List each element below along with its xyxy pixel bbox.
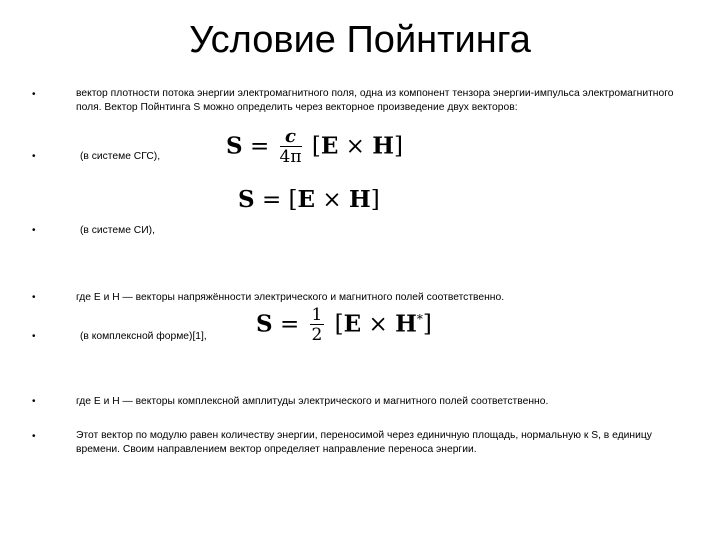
formula-si-lhs: S [238,186,255,213]
bullet-marker-6: • [32,396,36,407]
bullet-text-cgs: (в системе СГС), [80,151,161,162]
formula-complex-conjugate: * [416,311,423,326]
formula-complex-denominator: 2 [311,325,323,345]
formula-cgs-times: × [345,133,365,160]
formula-cgs-e: E [320,132,339,160]
formula-complex-eq: = [279,311,300,338]
formula-si-times: × [322,187,342,213]
formula-cgs-fraction [280,128,302,167]
formula-cgs-close-bracket: ] [394,133,403,160]
formula-complex-numerator: 1 [311,305,323,325]
formula-cgs-eq: = [249,133,270,160]
bullet-text-fields: где E и H — векторы напряжённости электрического и магнитного полей соответственно. [76,292,505,303]
bullet-marker-5: • [32,331,36,342]
bullet-text-complex-fields: где E и H — векторы комплексной амплитуды электрического и магнитного полей соответственно. [76,396,549,407]
formula-cgs-denominator: 4π [279,147,302,167]
formula-si-close-bracket: ] [370,187,380,213]
formula-complex-lhs: S [256,310,273,338]
bullet-text-definition: вектор плотности потока энергии электромагнитного поля, одна из компонент тензора энергии-импульса электромагнитного поля. Вектор Пойнтинга S можно определить через векторное произведение двух векторов: [76,88,674,113]
formula-si [238,186,380,213]
formula-complex-times: × [368,311,388,338]
slide-title: Условие Пойнтинга [189,19,531,61]
bullet-marker-7: • [32,431,36,442]
formula-cgs-h: H [372,132,394,160]
formula-complex-close-bracket: ] [422,311,432,338]
formula-cgs-numerator: c [280,128,302,147]
formula-cgs-open-bracket: [ [311,133,321,160]
bullet-marker-4: • [32,292,36,303]
bullet-text-si: (в системе СИ), [80,225,155,236]
formula-cgs [226,128,403,167]
formula-si-eq: = [261,187,282,213]
formula-si-open-bracket: [ [288,187,298,213]
formula-complex-e: E [343,310,362,338]
formula-si-e: E [297,186,316,213]
bullet-marker-3: • [32,225,36,236]
bullet-text-meaning: Этот вектор по модулю равен количеству энергии, переносимой через единичную площадь, нормальную к S, в единицу времени. Своим направлением вектор определяет направление переноса энергии. [76,430,652,455]
formula-cgs-lhs: S [226,132,243,160]
bullet-text-complex: (в комплексной форме)[1], [80,331,207,342]
formula-si-h: H [348,186,371,213]
bullet-marker-1: • [32,89,36,100]
formula-complex-open-bracket: [ [334,311,344,338]
formula-complex-h: H [395,310,417,338]
bullet-marker-2: • [32,151,36,162]
